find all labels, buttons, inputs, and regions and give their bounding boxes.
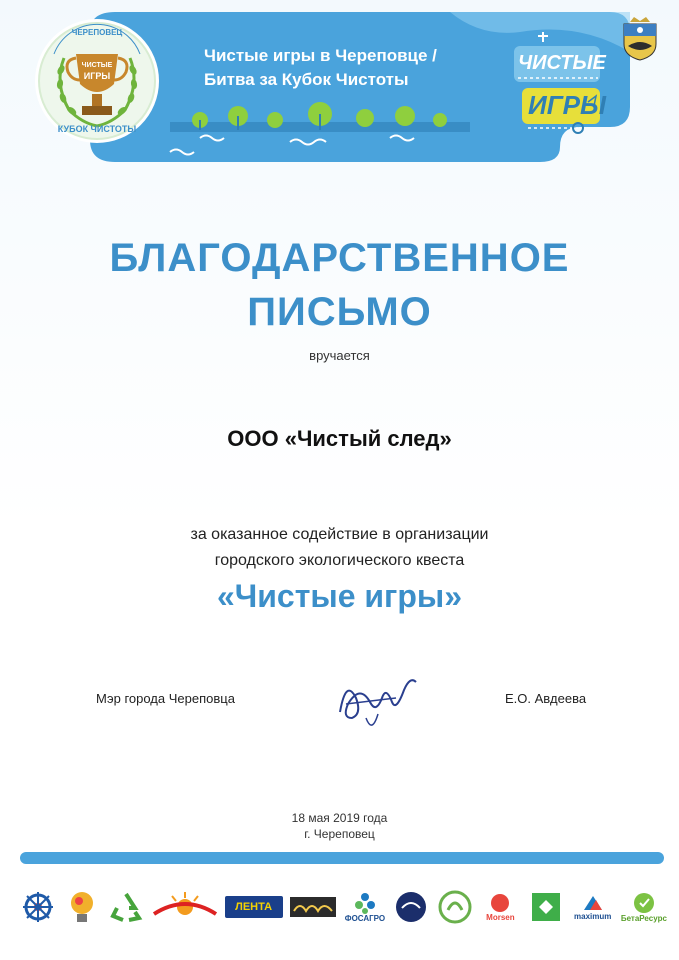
sponsor-maximum-label: maximum [574,911,612,921]
sponsor-betaresurs [620,887,668,927]
logo-line1: ЧИСТЫЕ [518,52,606,74]
sponsor-betaresurs-label: БетаРесурс [620,913,667,923]
recycle-icon [106,887,146,927]
recipient-name: ООО «Чистый след» [227,426,452,451]
maximum-icon [582,894,604,912]
betaresurs-icon [633,892,655,914]
clean-games-logo [508,30,608,138]
eco-circle-icon [435,887,475,927]
coat-of-arms-icon [620,16,660,62]
sponsor-lenta-label: ЛЕНТА [235,901,273,913]
date-block [0,810,679,842]
sponsor-morsen-label: Morsen [486,912,515,922]
handwritten-signature [326,668,426,738]
phosagro-icon [354,892,376,914]
sponsor-maximum [570,887,616,927]
sponsor-phosagro [343,887,387,927]
sponsor-morsen [479,887,521,927]
sponsor-phosagro-label: ФОСАГРО [344,913,386,923]
reason-line2: городского экологического квеста [214,552,465,569]
cup-badge [34,18,160,144]
banner-title [204,44,437,92]
reason-text [0,522,679,574]
badge-cup-line1: ЧИСТЫЕ [81,62,113,69]
signatory-position: Мэр города Череповца [96,691,235,706]
lightbulb-icon [62,887,102,927]
sponsor-logos [18,882,668,932]
sponsor-sketch-logo-icon [287,887,339,927]
issue-city: г. Череповец [304,827,375,841]
sponsor-lenta [225,896,283,918]
clean-games-logo-icon [508,30,608,138]
logo-line2: ИГРЫ [528,90,606,120]
green-square-icon [526,887,566,927]
round-sponsor-icon [391,887,431,927]
badge-bottom-text: КУБОК ЧИСТОТЫ [57,124,137,134]
bottom-bar [20,852,664,864]
signatory-name: Е.О. Авдеева [505,691,587,706]
reason-line1: за оказанное содействие в организации [190,526,489,543]
sun-logo-icon [150,887,220,927]
letter-title-line2: ПИСЬМО [247,290,432,334]
awarded-text: вручается [309,348,370,363]
issue-date: 18 мая 2019 года [291,811,388,825]
morsen-icon [489,893,511,913]
badge-cup-line2: ИГРЫ [83,71,111,81]
banner-title-line1: Чистые игры в Череповце / [204,46,437,65]
event-name: «Чистые игры» [216,578,463,614]
banner-title-line2: Битва за Кубок Чистоты [204,70,409,89]
ship-wheel-icon [18,887,58,927]
badge-top-text: ЧЕРЕПОВЕЦ [71,28,123,37]
letter-title-line1: БЛАГОДАРСТВЕННОЕ [109,236,570,280]
